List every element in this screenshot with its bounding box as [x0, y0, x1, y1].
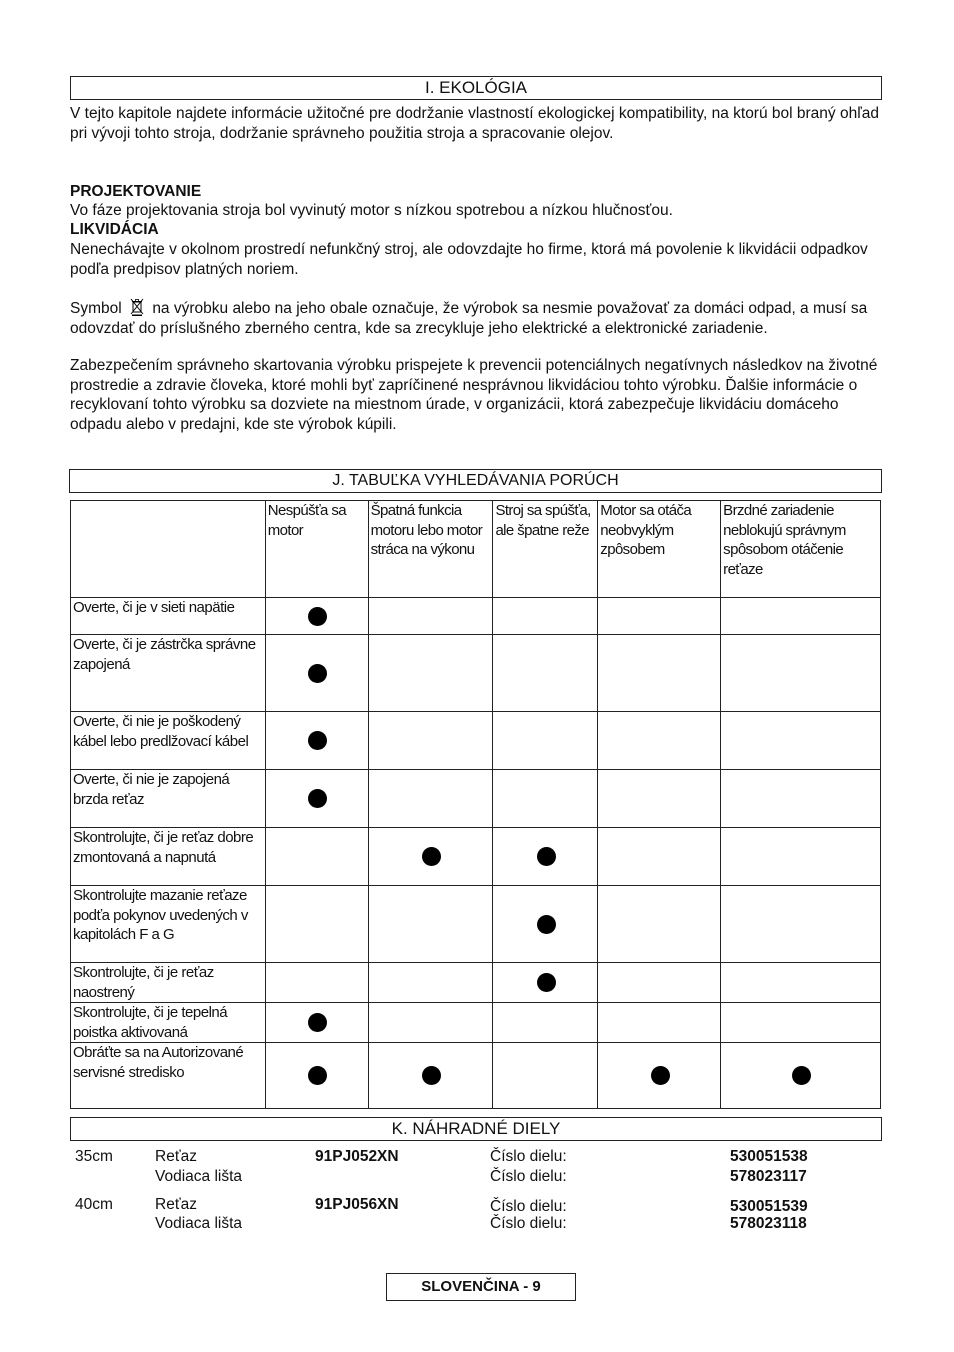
check-label: Skontrolujte, či je reťaz dobre zmontovaná a napnutá [71, 828, 266, 886]
part-number-label: Číslo dielu: [490, 1148, 567, 1165]
bar-part-number: 578023117 [730, 1168, 807, 1185]
parts-list [70, 1147, 881, 1243]
mark-cell [721, 1043, 881, 1109]
mark-cell [265, 598, 368, 635]
filled-dot-marker [422, 847, 441, 866]
symbol-text-after: na výrobku alebo na jeho obale označuje, že výrobok sa nesmie považovať za domáci odpad, a musí sa odovzdať do príslušného zberného centra, kde sa zrecykluje jeho elektrické a elektronické zariadenie. [70, 300, 868, 337]
table-row [71, 635, 881, 712]
mark-cell [493, 828, 598, 886]
part-number-label: Číslo dielu: [490, 1168, 567, 1185]
mark-cell [721, 598, 881, 635]
mark-cell [265, 635, 368, 712]
check-label: Skontrolujte, či je tepelná poistka aktivovaná [71, 1003, 266, 1043]
mark-cell [598, 770, 721, 828]
filled-dot-marker [308, 1066, 327, 1085]
mark-cell [368, 886, 493, 963]
mark-cell [721, 1003, 881, 1043]
part-size: 40cm [75, 1196, 113, 1213]
page-footer: SLOVENČINA - 9 [386, 1273, 576, 1301]
symbol-paragraph [70, 298, 890, 338]
chain-part-number: 530051538 [730, 1148, 808, 1165]
column-header: Nespúšťa sa motor [265, 501, 368, 598]
filled-dot-marker [537, 847, 556, 866]
mark-cell [368, 598, 493, 635]
column-header: Brzdné zariadenie neblokujú správnym spôsobom otáčenie reťaze [721, 501, 881, 598]
mark-cell [598, 886, 721, 963]
table-row [71, 963, 881, 1003]
mark-cell [598, 598, 721, 635]
mark-cell [368, 712, 493, 770]
ecology-heading: I. EKOLÓGIA [70, 76, 882, 100]
design-heading: PROJEKTOVANIE [70, 183, 202, 200]
part-number-label: Číslo dielu: [490, 1198, 567, 1215]
check-label: Skontrolujte, či je reťaz naostrený [71, 963, 266, 1003]
design-text: Vo fáze projektovania stroja bol vyvinutý motor s nízkou spotrebou a nízkou hlučnosťou. [70, 202, 673, 219]
mark-cell [265, 1043, 368, 1109]
disposal-heading: LIKVIDÁCIA [70, 221, 159, 238]
filled-dot-marker [308, 1013, 327, 1032]
mark-cell [368, 828, 493, 886]
mark-cell [598, 828, 721, 886]
mark-cell [598, 963, 721, 1003]
mark-cell [598, 1043, 721, 1109]
chain-part-number: 530051539 [730, 1198, 808, 1215]
part-chain-label: Reťaz [155, 1196, 197, 1213]
filled-dot-marker [537, 915, 556, 934]
check-label: Skontrolujte mazanie reťaze podťa pokynov uvedených v kapitolách F a G [71, 886, 266, 963]
crossed-bin-icon [130, 298, 144, 316]
mark-cell [721, 635, 881, 712]
mark-cell [265, 770, 368, 828]
mark-cell [265, 712, 368, 770]
column-header: Špatná funkcia motoru lebo motor stráca na výkonu [368, 501, 493, 598]
table-row [71, 828, 881, 886]
part-size: 35cm [75, 1148, 113, 1165]
parts-heading: K. NÁHRADNÉ DIELY [70, 1117, 882, 1141]
parts-row [70, 1195, 881, 1243]
mark-cell [265, 828, 368, 886]
table-row [71, 598, 881, 635]
part-chain-label: Reťaz [155, 1148, 197, 1165]
mark-cell [598, 1003, 721, 1043]
mark-cell [493, 963, 598, 1003]
mark-cell [368, 635, 493, 712]
mark-cell [265, 1003, 368, 1043]
mark-cell [493, 598, 598, 635]
table-row [71, 886, 881, 963]
part-bar-label: Vodiaca lišta [155, 1168, 243, 1185]
troubleshooting-heading: J. TABUĽKA VYHLEDÁVANIA PORÚCH [69, 469, 882, 493]
part-number-label: Číslo dielu: [490, 1215, 567, 1232]
mark-cell [493, 770, 598, 828]
mark-cell [721, 828, 881, 886]
table-row [71, 1043, 881, 1109]
mark-cell [368, 1003, 493, 1043]
part-code: 91PJ052XN [315, 1148, 399, 1165]
mark-cell [598, 635, 721, 712]
filled-dot-marker [308, 731, 327, 750]
mark-cell [493, 635, 598, 712]
disposal-text: Nenechávajte v okolnom prostredí nefunkčný stroj, ale odovzdajte ho firme, ktorá má povolenie k likvidácii odpadkov podľa predpisov platných noriem. [70, 241, 868, 278]
mark-cell [721, 712, 881, 770]
check-label: Overte, či je zástrčka správne zapojená [71, 635, 266, 712]
mark-cell [493, 886, 598, 963]
mark-cell [265, 886, 368, 963]
mark-cell [721, 770, 881, 828]
mark-cell [368, 1043, 493, 1109]
check-label: Overte, či je v sieti napätie [71, 598, 266, 635]
mark-cell [493, 1003, 598, 1043]
filled-dot-marker [651, 1066, 670, 1085]
filled-dot-marker [308, 664, 327, 683]
filled-dot-marker [792, 1066, 811, 1085]
table-row [71, 712, 881, 770]
table-row [71, 1003, 881, 1043]
check-label: Overte, či nie je zapojená brzda reťaz [71, 770, 266, 828]
header-empty-cell [71, 501, 266, 598]
part-code: 91PJ056XN [315, 1196, 399, 1213]
mark-cell [368, 770, 493, 828]
mark-cell [368, 963, 493, 1003]
filled-dot-marker [308, 789, 327, 808]
parts-row [70, 1147, 881, 1195]
mark-cell [265, 963, 368, 1003]
mark-cell [493, 1043, 598, 1109]
check-label: Obráťte sa na Autorizované servisné stredisko [71, 1043, 266, 1109]
mark-cell [721, 886, 881, 963]
bar-part-number: 578023118 [730, 1215, 807, 1232]
table-row [71, 770, 881, 828]
recycling-text: Zabezpečením správneho skartovania výrobku prispejete k prevencii potenciálnych negatívnych následkov na životné prostredie a zdravie človeka, ktoré mohli byť zapríčinené nesprávnou likvidáciou tohto výrobku. Ďalšie informácie o recyklovaní tohto výrobku sa dozviete na miestnom úrade, v organizácii, ktorá zabezpečuje likvidáciu domáceho odpadu alebo v predajni, kde ste výrobok kúpili. [70, 357, 878, 433]
mark-cell [721, 963, 881, 1003]
troubleshooting-table [70, 500, 881, 1109]
column-header: Stroj sa spúšťa, ale špatne reže [493, 501, 598, 598]
troubleshooting-rows [71, 598, 881, 1109]
filled-dot-marker [422, 1066, 441, 1085]
table-header-row [71, 501, 881, 598]
filled-dot-marker [308, 607, 327, 626]
part-bar-label: Vodiaca lišta [155, 1215, 243, 1232]
column-header: Motor sa otáča neobvyklým zpôsobem [598, 501, 721, 598]
mark-cell [493, 712, 598, 770]
mark-cell [598, 712, 721, 770]
check-label: Overte, či nie je poškodený kábel lebo predlžovací kábel [71, 712, 266, 770]
symbol-text-before: Symbol [70, 300, 122, 317]
ecology-intro: V tejto kapitole najdete informácie užitočné pre dodržanie vlastností ekologickej kompatibility, na ktorú bol braný ohľad pri vývoji tohto stroja, dodržanie správneho použitia stroja a spracovanie olejov. [70, 105, 879, 142]
filled-dot-marker [537, 973, 556, 992]
